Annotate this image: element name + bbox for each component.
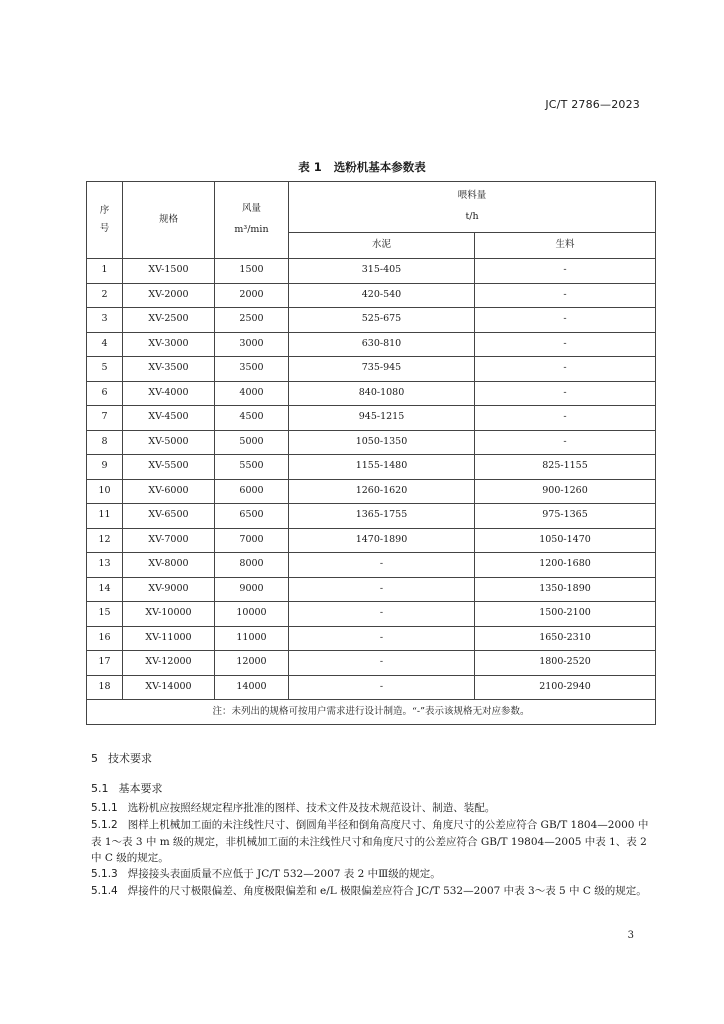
- paragraph-text: 焊接件的尺寸极限偏差、角度极限偏差和 e/L 极限偏差应符合 JC/T 532—2007 中表 3～表 5 中 C 级的规定。: [127, 885, 647, 897]
- table-row: [87, 332, 656, 357]
- cell-cement-feed: -: [289, 675, 475, 700]
- cell-cement-feed: -: [289, 577, 475, 602]
- cell-cement-feed: -: [289, 626, 475, 651]
- table-title: [0, 159, 724, 175]
- cell-air-volume: 6500: [215, 504, 289, 529]
- cell-cement-feed: 525-675: [289, 308, 475, 333]
- cell-air-volume: 7000: [215, 528, 289, 553]
- header-seq: [87, 182, 123, 259]
- cell-spec: XV-2500: [123, 308, 215, 333]
- header-spec: 规格: [123, 182, 215, 259]
- cell-raw-feed: 1650-2310: [475, 626, 656, 651]
- cell-raw-feed: 825-1155: [475, 455, 656, 480]
- table-row: [87, 602, 656, 627]
- cell-spec: XV-5500: [123, 455, 215, 480]
- paragraph-5-1-2: [91, 817, 651, 867]
- cell-spec: XV-8000: [123, 553, 215, 578]
- header-air-volume: [215, 182, 289, 259]
- cell-seq: 15: [87, 602, 123, 627]
- cell-seq: 3: [87, 308, 123, 333]
- table-row: [87, 675, 656, 700]
- cell-cement-feed: 945-1215: [289, 406, 475, 431]
- cell-spec: XV-5000: [123, 430, 215, 455]
- cell-air-volume: 2000: [215, 283, 289, 308]
- table-row: [87, 430, 656, 455]
- paragraph-number: 5.1.1: [91, 802, 118, 814]
- page-number: 3: [627, 930, 634, 941]
- cell-air-volume: 8000: [215, 553, 289, 578]
- table-row: [87, 283, 656, 308]
- section-5-1-title: 基本要求: [118, 782, 163, 795]
- section-5-heading: [91, 750, 152, 766]
- cell-raw-feed: -: [475, 357, 656, 382]
- cell-cement-feed: 315-405: [289, 259, 475, 284]
- paragraph-text: 选粉机应按照经规定程序批准的图样、技术文件及技术规范设计、制造、装配。: [127, 802, 496, 814]
- cell-seq: 14: [87, 577, 123, 602]
- header-cement: 水泥: [289, 233, 475, 259]
- cell-spec: XV-11000: [123, 626, 215, 651]
- table-row: [87, 308, 656, 333]
- header-air-volume-unit: m³/min: [234, 224, 269, 236]
- header-feed-unit: t/h: [465, 211, 479, 223]
- table-row: [87, 528, 656, 553]
- parameters-table: [86, 181, 656, 725]
- cell-seq: 10: [87, 479, 123, 504]
- table-row: [87, 504, 656, 529]
- cell-cement-feed: -: [289, 651, 475, 676]
- cell-cement-feed: 1155-1480: [289, 455, 475, 480]
- cell-raw-feed: 2100-2940: [475, 675, 656, 700]
- cell-seq: 16: [87, 626, 123, 651]
- cell-cement-feed: 1365-1755: [289, 504, 475, 529]
- cell-raw-feed: -: [475, 381, 656, 406]
- paragraph-number: 5.1.3: [91, 868, 118, 880]
- header-seq-line2: 号: [99, 223, 110, 234]
- paragraph-5-1-3: [91, 866, 651, 883]
- table-row: [87, 406, 656, 431]
- table-title-text: 选粉机基本参数表: [333, 160, 426, 174]
- header-feed-label: 喂料量: [457, 189, 487, 201]
- cell-air-volume: 10000: [215, 602, 289, 627]
- cell-air-volume: 3000: [215, 332, 289, 357]
- cell-spec: XV-3000: [123, 332, 215, 357]
- header-feed: [289, 182, 656, 233]
- table-row: [87, 553, 656, 578]
- cell-spec: XV-12000: [123, 651, 215, 676]
- table-row: [87, 651, 656, 676]
- cell-seq: 5: [87, 357, 123, 382]
- cell-spec: XV-4000: [123, 381, 215, 406]
- cell-spec: XV-10000: [123, 602, 215, 627]
- cell-spec: XV-9000: [123, 577, 215, 602]
- cell-spec: XV-3500: [123, 357, 215, 382]
- section-5-number: 5: [91, 752, 98, 765]
- cell-seq: 17: [87, 651, 123, 676]
- cell-raw-feed: -: [475, 259, 656, 284]
- table-row: [87, 357, 656, 382]
- cell-air-volume: 12000: [215, 651, 289, 676]
- paragraph-number: 5.1.4: [91, 885, 118, 897]
- table-row: [87, 626, 656, 651]
- cell-raw-feed: 1050-1470: [475, 528, 656, 553]
- cell-seq: 2: [87, 283, 123, 308]
- cell-seq: 13: [87, 553, 123, 578]
- table-row: [87, 381, 656, 406]
- header-seq-line1: 序: [99, 204, 110, 216]
- cell-air-volume: 14000: [215, 675, 289, 700]
- cell-seq: 7: [87, 406, 123, 431]
- table-note: 注：未列出的规格可按用户需求进行设计制造。“-”表示该规格无对应参数。: [87, 700, 656, 725]
- cell-cement-feed: 630-810: [289, 332, 475, 357]
- cell-raw-feed: -: [475, 430, 656, 455]
- cell-spec: XV-6000: [123, 479, 215, 504]
- cell-air-volume: 2500: [215, 308, 289, 333]
- cell-seq: 11: [87, 504, 123, 529]
- cell-seq: 8: [87, 430, 123, 455]
- cell-air-volume: 4000: [215, 381, 289, 406]
- paragraph-text: 焊接接头表面质量不应低于 JC/T 532—2007 表 2 中Ⅲ级的规定。: [127, 868, 441, 880]
- paragraph-text: 图样上机械加工面的未注线性尺寸、倒圆角半径和倒角高度尺寸、角度尺寸的公差应符合 GB/T 1804—2000 中表 1～表 3 中 m 级的规定，非机械加工面的未注线性尺寸和角度尺寸的公差应符合 GB/T 19804—2005 中表 1、表 2 中 C 级的规定。: [91, 819, 649, 864]
- cell-air-volume: 5500: [215, 455, 289, 480]
- cell-cement-feed: 420-540: [289, 283, 475, 308]
- cell-raw-feed: -: [475, 332, 656, 357]
- paragraph-number: 5.1.2: [91, 819, 118, 831]
- cell-cement-feed: 1050-1350: [289, 430, 475, 455]
- cell-cement-feed: 840-1080: [289, 381, 475, 406]
- standard-code: JC/T 2786—2023: [545, 98, 640, 111]
- paragraph-5-1-1: [91, 800, 651, 817]
- cell-spec: XV-2000: [123, 283, 215, 308]
- cell-spec: XV-6500: [123, 504, 215, 529]
- table-row: [87, 479, 656, 504]
- cell-raw-feed: 1200-1680: [475, 553, 656, 578]
- header-air-volume-label: 风量: [241, 202, 261, 214]
- cell-raw-feed: 1500-2100: [475, 602, 656, 627]
- cell-spec: XV-7000: [123, 528, 215, 553]
- section-5-title: 技术要求: [108, 752, 152, 765]
- cell-spec: XV-4500: [123, 406, 215, 431]
- paragraph-5-1-4: [91, 883, 651, 900]
- cell-raw-feed: -: [475, 406, 656, 431]
- cell-raw-feed: 1800-2520: [475, 651, 656, 676]
- cell-seq: 12: [87, 528, 123, 553]
- cell-raw-feed: 900-1260: [475, 479, 656, 504]
- table-number: 表 1: [298, 160, 322, 174]
- cell-seq: 6: [87, 381, 123, 406]
- cell-seq: 1: [87, 259, 123, 284]
- cell-air-volume: 4500: [215, 406, 289, 431]
- cell-raw-feed: -: [475, 283, 656, 308]
- table-row: [87, 577, 656, 602]
- cell-cement-feed: -: [289, 553, 475, 578]
- cell-air-volume: 6000: [215, 479, 289, 504]
- cell-air-volume: 5000: [215, 430, 289, 455]
- cell-cement-feed: 735-945: [289, 357, 475, 382]
- cell-seq: 18: [87, 675, 123, 700]
- cell-raw-feed: 1350-1890: [475, 577, 656, 602]
- cell-raw-feed: 975-1365: [475, 504, 656, 529]
- table-row: [87, 455, 656, 480]
- cell-air-volume: 3500: [215, 357, 289, 382]
- cell-spec: XV-14000: [123, 675, 215, 700]
- cell-cement-feed: 1470-1890: [289, 528, 475, 553]
- cell-air-volume: 1500: [215, 259, 289, 284]
- section-5-1-number: 5.1: [91, 782, 109, 795]
- cell-air-volume: 9000: [215, 577, 289, 602]
- cell-seq: 4: [87, 332, 123, 357]
- cell-spec: XV-1500: [123, 259, 215, 284]
- cell-cement-feed: -: [289, 602, 475, 627]
- cell-cement-feed: 1260-1620: [289, 479, 475, 504]
- table-row: [87, 259, 656, 284]
- cell-raw-feed: -: [475, 308, 656, 333]
- cell-air-volume: 11000: [215, 626, 289, 651]
- cell-seq: 9: [87, 455, 123, 480]
- section-5-1-heading: [91, 780, 163, 796]
- header-raw-meal: 生料: [475, 233, 656, 259]
